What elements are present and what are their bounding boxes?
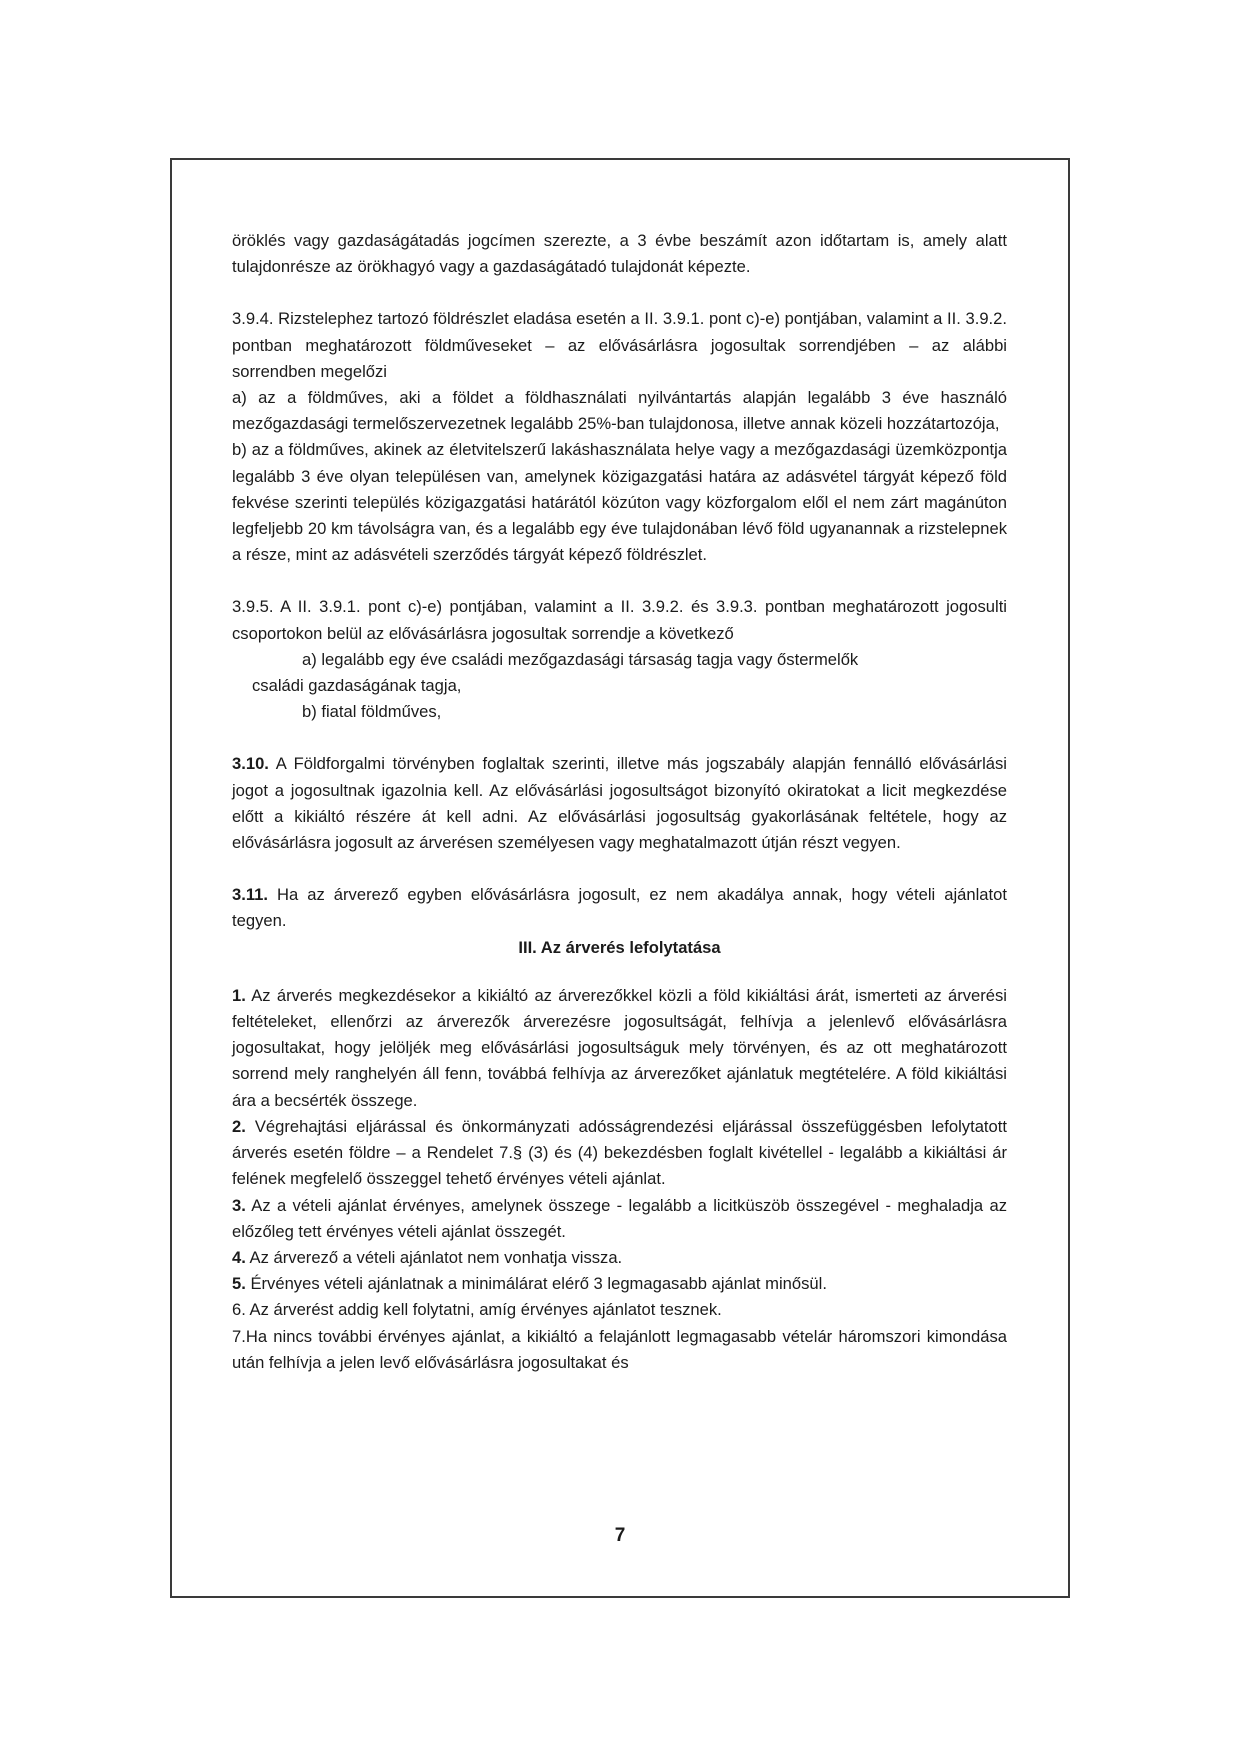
list-item-text: Az árverés megkezdésekor a kikiáltó az árverezőkkel közli a föld kikiáltási árát, ismerteti az árverési feltételeket, ellenőrzi az árverezők árverezésre jogosultságát, felhívja a jelenlevő elővásárlásra jogosultakat, hogy jelöljék meg elővásárlási jogosultságuk mely törvényen, és az ott meghatározott sorrend mely ranghelyén áll fenn, továbbá felhívja az árverezőket ajánlatuk megtételére. A föld kikiáltási ára a becsérték összege. xyxy=(232,985,1007,1110)
list-item-3 xyxy=(232,1193,1007,1245)
paragraph-3-9-5-a: a) legalább egy éve családi mezőgazdasági társaság tagja vagy őstermelők xyxy=(302,649,859,669)
paragraph-3-11-number: 3.11. xyxy=(232,885,268,905)
list-item-number: 5. xyxy=(232,1274,246,1294)
paragraph-3-10 xyxy=(232,751,1007,856)
list-item-number: 7. xyxy=(232,1326,246,1346)
list-item-4 xyxy=(232,1245,1007,1271)
list-item-number: 1. xyxy=(232,985,246,1005)
paragraph-3-10-number: 3.10. xyxy=(232,754,269,774)
list-item-number: 4. xyxy=(232,1247,246,1267)
list-item-2 xyxy=(232,1114,1007,1193)
list-item-7 xyxy=(232,1324,1007,1376)
list-item-6 xyxy=(232,1297,1007,1323)
list-item-text: Az a vételi ajánlat érvényes, amelynek összege - legalább a licitküszöb összegével - meghaladja az előzőleg tett érvényes vételi ajánlat összegét. xyxy=(232,1195,1007,1241)
list-item-text: Érvényes vételi ajánlatnak a minimálárat elérő 3 legmagasabb ajánlat minősül. xyxy=(245,1274,827,1294)
page-number: 7 xyxy=(614,1525,626,1546)
section-title: III. Az árverés lefolytatása xyxy=(518,937,721,957)
paragraph-3-9-4-a: a) az a földműves, aki a földet a földhasználati nyilvántartás alapján legalább 3 éve használó mezőgazdasági termelőszervezetnek legalább 25%-ban tulajdonosa, illetve annak közeli hozzátartozója, xyxy=(232,388,1007,434)
list-item-text: Ha nincs további érvényes ajánlat, a kikiáltó a felajánlott legmagasabb vételár háromszori kimondása után felhívja a jelen levő elővásárlásra jogosultakat és xyxy=(232,1326,1007,1372)
list-item-text: Az árverést addig kell folytatni, amíg érvényes ajánlatot tesznek. xyxy=(245,1300,722,1320)
list-item-text: Végrehajtási eljárással és önkormányzati adósságrendezési eljárással összefüggésben lefolytatott árverés esetén földre – a Rendelet 7.§ (3) és (4) bekezdésben foglalt kivétellel - legalább a kikiáltási ár felének megfelelő összeggel tehető érvényes vételi ajánlat. xyxy=(232,1116,1007,1189)
paragraph-3-11-text: Ha az árverező egyben elővásárlásra jogosult, ez nem akadálya annak, hogy vételi ajánlatot tegyen. xyxy=(232,885,1007,931)
paragraph-continuation: öröklés vagy gazdaságátadás jogcímen szerezte, a 3 évbe beszámít azon időtartam is, amely alatt tulajdonrésze az örökhagyó vagy a gazdaságátadó tulajdonát képezte. xyxy=(232,231,1007,277)
list-item-number: 2. xyxy=(232,1116,246,1136)
list-item-number: 3. xyxy=(232,1195,246,1215)
paragraph-3-9-5: 3.9.5. A II. 3.9.1. pont c)-e) pontjában, valamint a II. 3.9.2. és 3.9.3. pontban meghatározott jogosulti csoportokon belül az elővásárlásra jogosultak sorrendje a következő xyxy=(232,597,1007,643)
list-item-text: Az árverező a vételi ajánlatot nem vonhatja vissza. xyxy=(245,1247,623,1267)
paragraph-3-11 xyxy=(232,882,1007,934)
paragraph-3-10-text: A Földforgalmi törvényben foglaltak szerinti, illetve más jogszabály alapján fennálló elővásárlási jogot a jogosultnak igazolnia kell. Az elővásárlási jogosultságot bizonyító okiratokat a licit megkezdése előtt a kikiáltó részére át kell adni. Az elővásárlási jogosultság gyakorlásának feltétele, hogy az elővásárlásra jogosult az árverésen személyesen vagy meghatalmazott útján részt vegyen. xyxy=(232,754,1007,853)
paragraph-3-9-4: 3.9.4. Rizstelephez tartozó földrészlet eladása esetén a II. 3.9.1. pont c)-e) pontjában, valamint a II. 3.9.2. pontban meghatározott földműveseket – az elővásárlásra jogosultak sorrendjében – az alábbi sorrendben megelőzi xyxy=(232,309,1007,381)
paragraph-3-9-5-b: b) fiatal földműves, xyxy=(302,702,442,722)
paragraph-3-9-4-b: b) az a földműves, akinek az életvitelszerű lakáshasználata helye vagy a mezőgazdasági üzemközpontja legalább 3 éve olyan településen van, amelynek közigazgatási határa az adásvétel tárgyát képező föld fekvése szerinti település közigazgatási határától közúton vagy közforgalom elől el nem zárt magánúton legfeljebb 20 km távolságra van, és a legalább egy éve tulajdonában lévő föld ugyanannak a rizstelepnek a része, mint az adásvételi szerződés tárgyát képező földrészlet. xyxy=(232,440,1007,565)
document-body xyxy=(232,228,1007,1376)
list-item-number: 6. xyxy=(232,1300,246,1320)
list-item-5 xyxy=(232,1271,1007,1297)
list-item-1 xyxy=(232,983,1007,1114)
paragraph-3-9-5-a-continued: családi gazdaságának tagja, xyxy=(252,676,462,696)
